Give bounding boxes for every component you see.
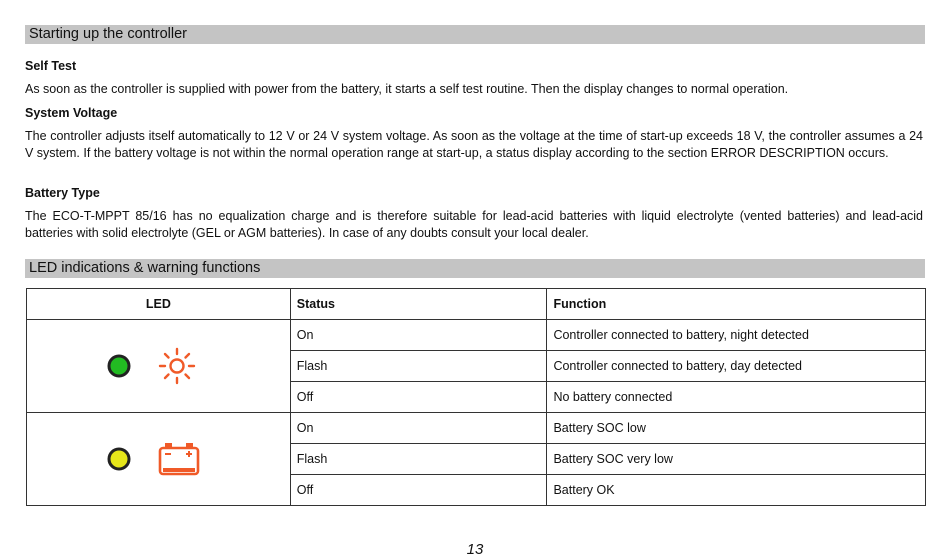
table-header-row: [27, 289, 926, 320]
led-indicator-graphic: [103, 437, 213, 481]
function-cell: Battery SOC low: [547, 413, 926, 444]
status-cell: Off: [290, 382, 547, 413]
battery-type-text: The ECO-T-MPPT 85/16 has no equalization charge and is therefore suitable for lead-acid batteries with liquid electrolyte (vented batteries) and lead-acid batteries with solid electrolyte (GEL or AGM batteries). In case of any doubts consult your local dealer.: [25, 209, 923, 240]
table-row: [27, 320, 926, 351]
self-test-heading: Self Test: [25, 59, 77, 73]
function-cell: No battery connected: [547, 382, 926, 413]
function-cell: Controller connected to battery, night detected: [547, 320, 926, 351]
header-led: LED: [27, 289, 291, 320]
green-led-icon: [109, 356, 129, 376]
status-cell: On: [290, 320, 547, 351]
battery-type-heading: Battery Type: [25, 186, 100, 200]
status-cell: Flash: [290, 351, 547, 382]
yellow-led-icon: [109, 449, 129, 469]
status-cell: On: [290, 413, 547, 444]
function-cell: Controller connected to battery, day detected: [547, 351, 926, 382]
battery-icon: [160, 443, 198, 474]
header-function: Function: [547, 289, 926, 320]
led-cell-battery: [27, 413, 291, 506]
led-cell-day-night: [27, 320, 291, 413]
self-test-text: As soon as the controller is supplied with power from the battery, it starts a self test routine. Then the display changes to normal operation.: [25, 82, 789, 96]
page-number: 13: [466, 541, 484, 558]
status-cell: Flash: [290, 444, 547, 475]
section-title-led: LED indications & warning functions: [25, 259, 925, 278]
function-cell: Battery SOC very low: [547, 444, 926, 475]
sun-icon: [160, 349, 194, 383]
table-row: [27, 413, 926, 444]
section-title-startup: Starting up the controller: [25, 25, 925, 44]
header-status: Status: [290, 289, 547, 320]
system-voltage-text: The controller adjusts itself automatically to 12 V or 24 V system voltage. As soon as the voltage at the time of start-up exceeds 18 V, the controller assumes a 24 V system. If the battery voltage is not within the normal operation range at start-up, a status display according to the section ERROR DESCRIPTION occurs.: [25, 129, 923, 160]
led-indicator-graphic: [103, 344, 213, 388]
status-cell: Off: [290, 475, 547, 506]
system-voltage-heading: System Voltage: [25, 106, 118, 120]
led-table: [26, 288, 926, 506]
function-cell: Battery OK: [547, 475, 926, 506]
